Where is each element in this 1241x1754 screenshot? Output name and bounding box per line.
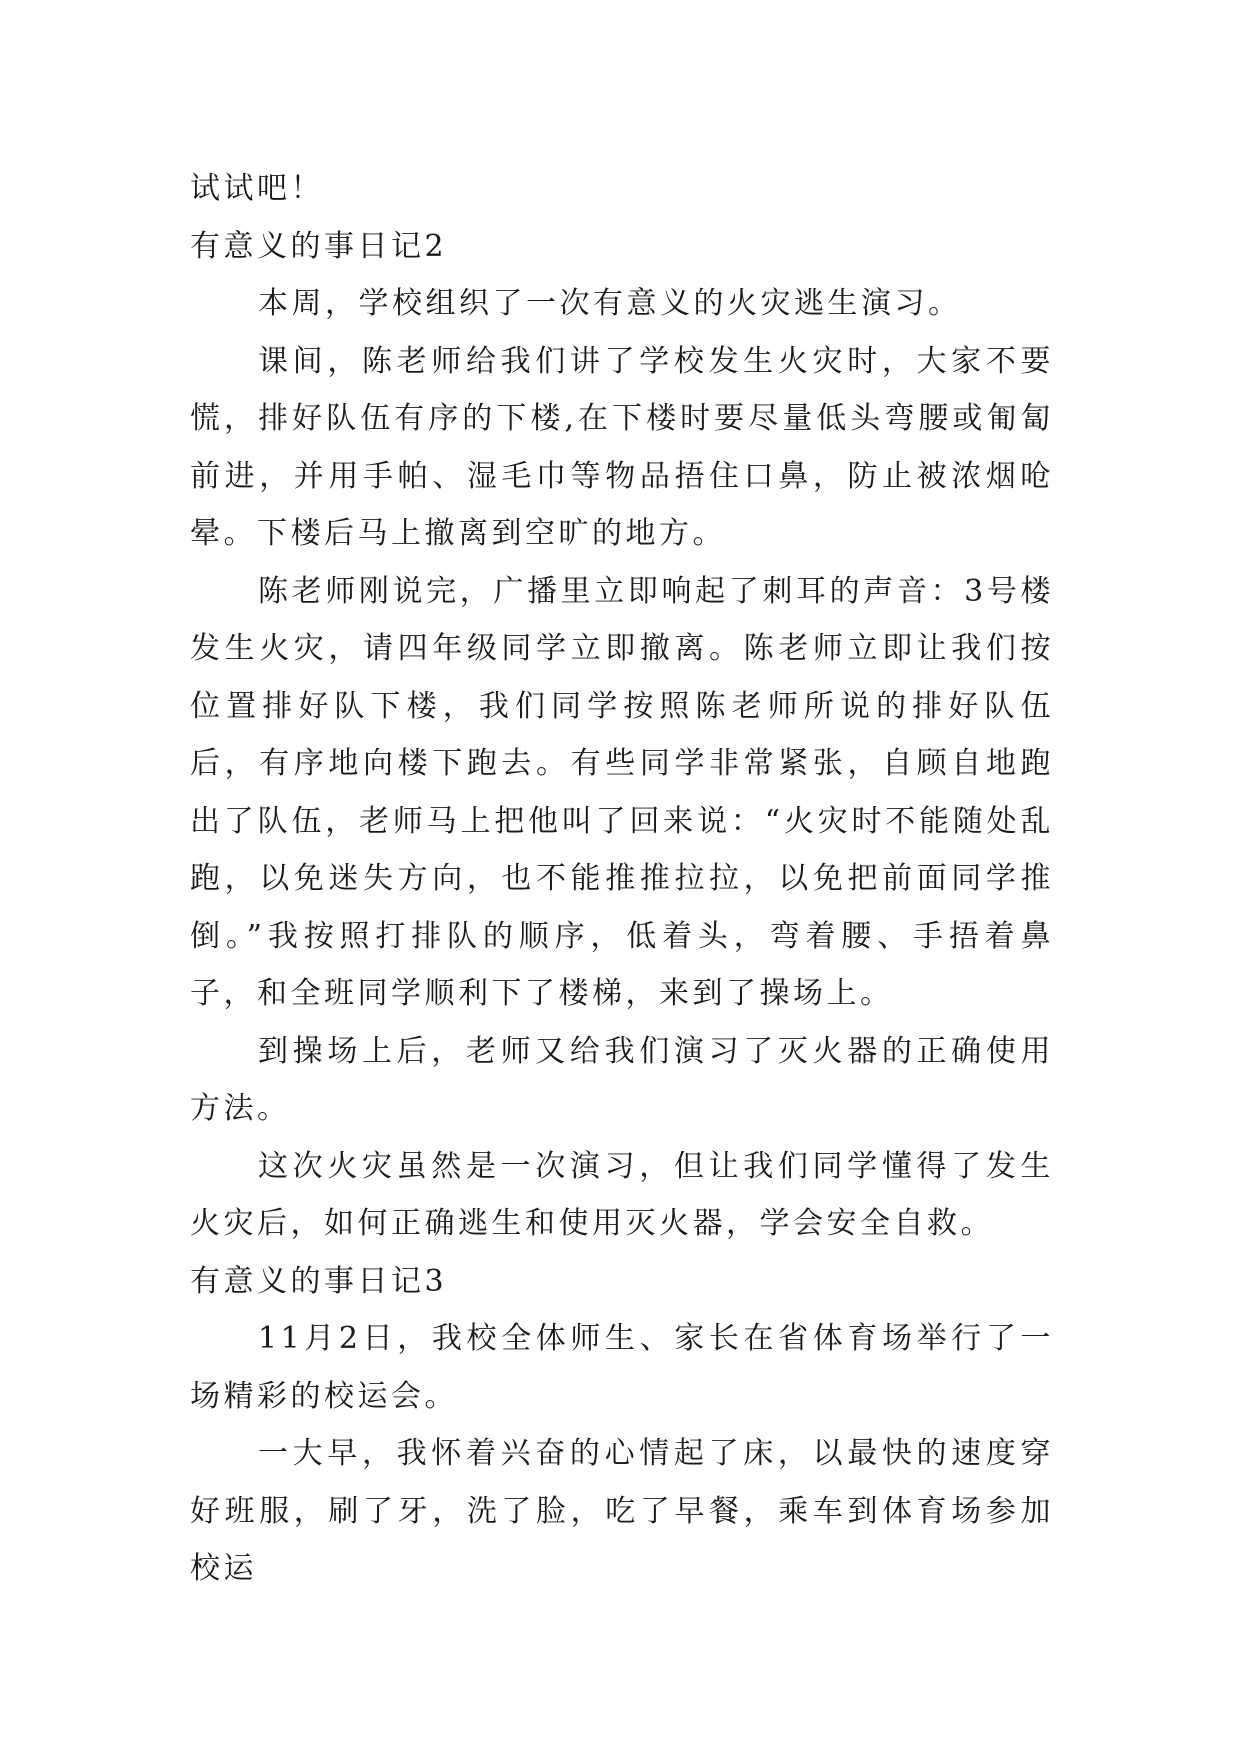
paragraph: 这次火灾虽然是一次演习，但让我们同学懂得了发生火灾后，如何正确逃生和使用灭火器，学会安全自救。 bbox=[190, 1148, 1054, 1241]
paragraph: 到操场上后，老师又给我们演习了灭火器的正确使用方法。 bbox=[190, 1033, 1054, 1126]
paragraph: 陈老师刚说完，广播里立即响起了刺耳的声音：3号楼发生火灾，请四年级同学立即撤离。陈老师立即让我们按位置排好队下楼，我们同学按照陈老师所说的排好队伍后，有序地向楼下跑去。有些同学非常紧张，自顾自地跑出了队伍，老师马上把他叫了回来说：“火灾时不能随处乱跑，以免迷失方向，也不能推推拉拉，以免把前面同学推倒。”我按照打排队的顺序，低着头，弯着腰、手捂着鼻子，和全班同学顺利下了楼梯，来到了操场上。 bbox=[190, 573, 1054, 1011]
paragraph: 本周，学校组织了一次有意义的火灾逃生演习。 bbox=[258, 286, 962, 321]
section-title-diary-2: 有意义的事日记2 bbox=[190, 228, 448, 264]
lead-line: 试试吧！ bbox=[190, 171, 324, 206]
paragraph: 一大早，我怀着兴奋的心情起了床，以最快的速度穿好班服，刷了牙，洗了脸，吃了早餐，乘车到体育场参加校运 bbox=[190, 1436, 1054, 1586]
paragraph: 课间，陈老师给我们讲了学校发生火灾时，大家不要慌，排好队伍有序的下楼,在下楼时要尽量低头弯腰或匍匐前进，并用手帕、湿毛巾等物品捂住口鼻，防止被浓烟呛晕。下楼后马上撤离到空旷的地方。 bbox=[190, 343, 1054, 551]
paragraph: 11月2日，我校全体师生、家长在省体育场举行了一场精彩的校运会。 bbox=[190, 1321, 1054, 1414]
section-title-diary-3: 有意义的事日记3 bbox=[190, 1263, 448, 1299]
document-body bbox=[190, 160, 1054, 1598]
